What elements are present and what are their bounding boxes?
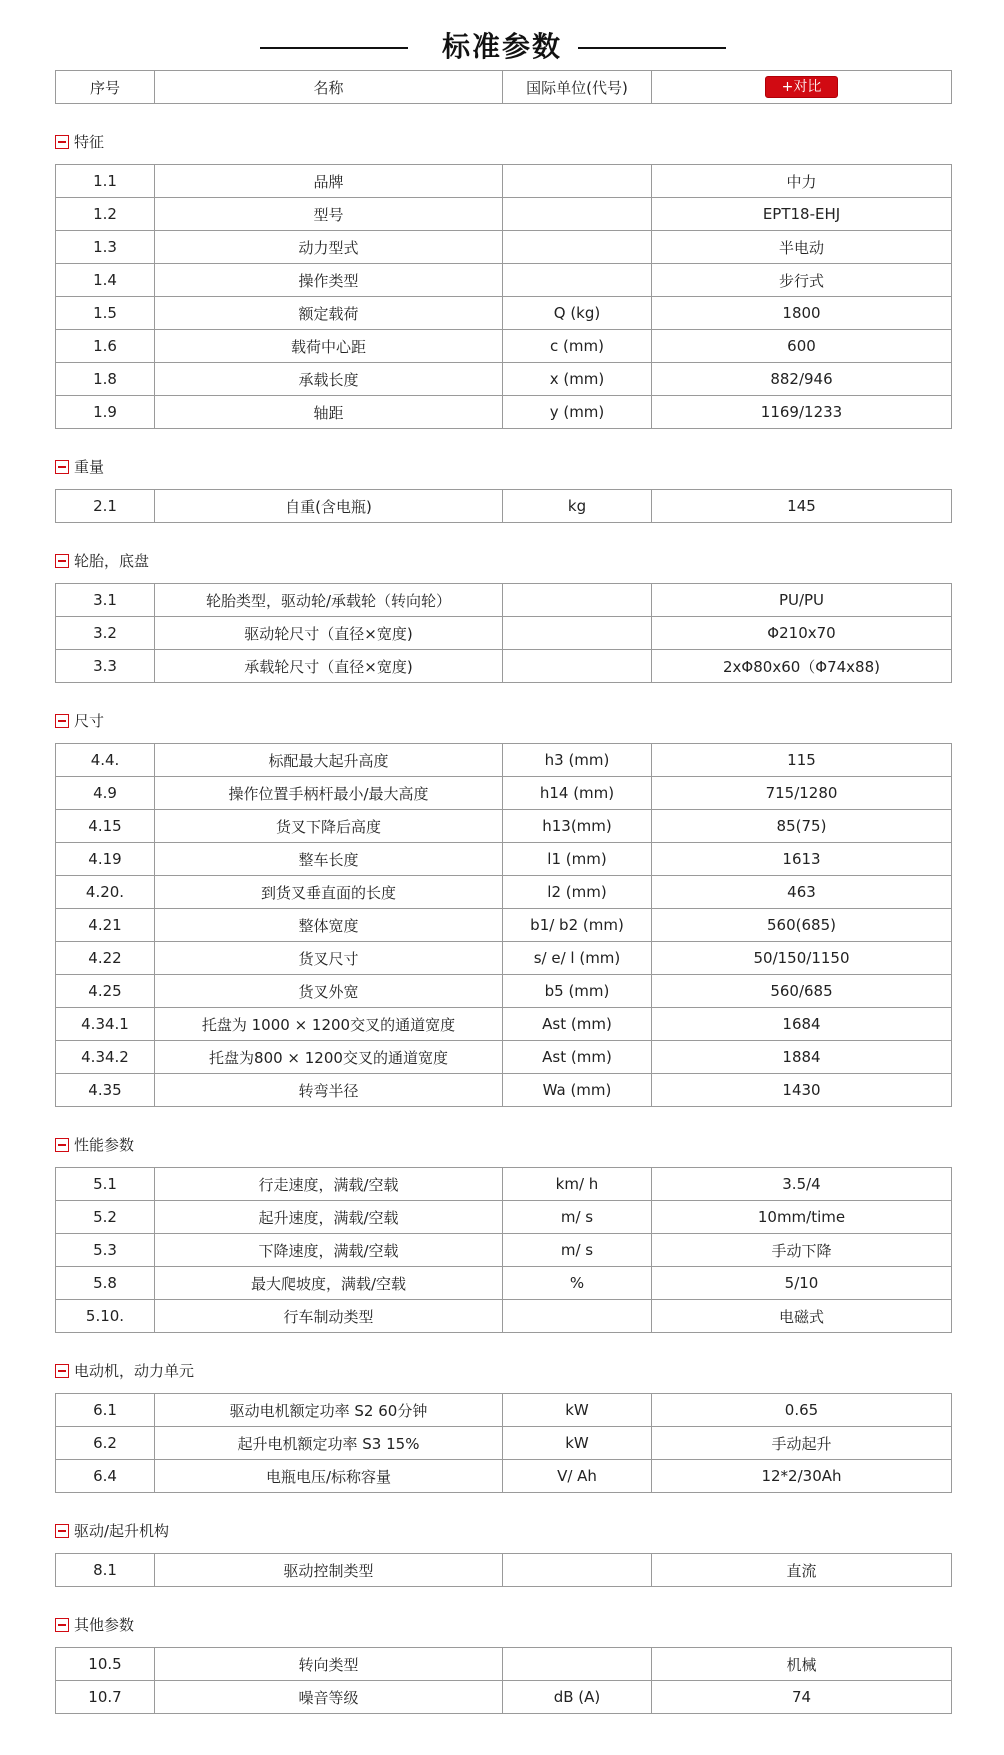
row-value: 1169/1233	[652, 396, 952, 429]
table-row	[56, 1234, 952, 1267]
page-title-area	[0, 22, 1004, 72]
table-row	[56, 1681, 952, 1714]
section-header	[55, 429, 951, 489]
row-value: 半电动	[652, 231, 952, 264]
section-header	[55, 1587, 951, 1647]
row-index: 1.4	[56, 264, 155, 297]
row-index: 4.34.2	[56, 1041, 155, 1074]
table-row	[56, 297, 952, 330]
header-index: 序号	[56, 71, 155, 104]
table-row	[56, 490, 952, 523]
spec-table	[55, 1553, 952, 1587]
spec-table	[55, 1647, 952, 1714]
row-value: 1430	[652, 1074, 952, 1107]
table-row	[56, 1648, 952, 1681]
row-index: 1.3	[56, 231, 155, 264]
row-unit: b1/ b2 (mm)	[503, 909, 652, 942]
row-name: 标配最大起升高度	[155, 744, 503, 777]
spec-table	[55, 489, 952, 523]
table-row	[56, 909, 952, 942]
row-name: 噪音等级	[155, 1681, 503, 1714]
table-row	[56, 1201, 952, 1234]
row-value: 手动下降	[652, 1234, 952, 1267]
row-index: 1.1	[56, 165, 155, 198]
row-value: 463	[652, 876, 952, 909]
row-value: 中力	[652, 165, 952, 198]
row-value: EPT18-EHJ	[652, 198, 952, 231]
section-header	[55, 683, 951, 743]
row-name: 货叉下降后高度	[155, 810, 503, 843]
row-value: 直流	[652, 1554, 952, 1587]
row-unit: %	[503, 1267, 652, 1300]
row-index: 4.22	[56, 942, 155, 975]
row-name: 电瓶电压/标称容量	[155, 1460, 503, 1493]
page-title: 标准参数	[441, 30, 562, 63]
section-title: 尺寸	[74, 712, 105, 730]
row-index: 4.34.1	[56, 1008, 155, 1041]
row-value: 1613	[652, 843, 952, 876]
table-row	[56, 165, 952, 198]
row-value: Φ210x70	[652, 617, 952, 650]
row-unit: kg	[503, 490, 652, 523]
section-title: 电动机，动力单元	[74, 1362, 195, 1380]
row-unit	[503, 584, 652, 617]
collapse-minus-icon[interactable]	[55, 1138, 69, 1152]
row-name: 承载轮尺寸（直径×宽度)	[155, 650, 503, 683]
row-name: 起升电机额定功率 S3 15%	[155, 1427, 503, 1460]
row-value: 3.5/4	[652, 1168, 952, 1201]
row-index: 4.4.	[56, 744, 155, 777]
table-row	[56, 264, 952, 297]
row-name: 载荷中心距	[155, 330, 503, 363]
row-name: 货叉尺寸	[155, 942, 503, 975]
row-value: 50/150/1150	[652, 942, 952, 975]
row-value: 115	[652, 744, 952, 777]
row-index: 3.3	[56, 650, 155, 683]
section-title: 轮胎，底盘	[74, 552, 150, 570]
row-name: 承载长度	[155, 363, 503, 396]
section-title: 性能参数	[74, 1136, 135, 1154]
table-row	[56, 330, 952, 363]
row-index: 10.7	[56, 1681, 155, 1714]
collapse-minus-icon[interactable]	[55, 460, 69, 474]
table-row	[56, 777, 952, 810]
table-row	[56, 1168, 952, 1201]
table-row	[56, 810, 952, 843]
row-index: 1.9	[56, 396, 155, 429]
row-unit: km/ h	[503, 1168, 652, 1201]
row-index: 6.4	[56, 1460, 155, 1493]
row-index: 1.8	[56, 363, 155, 396]
row-unit: c (mm)	[503, 330, 652, 363]
row-value: 600	[652, 330, 952, 363]
row-name: 驱动轮尺寸（直径×宽度)	[155, 617, 503, 650]
table-row	[56, 198, 952, 231]
row-value: 1884	[652, 1041, 952, 1074]
row-value: 0.65	[652, 1394, 952, 1427]
collapse-minus-icon[interactable]	[55, 714, 69, 728]
row-index: 5.1	[56, 1168, 155, 1201]
table-row	[56, 363, 952, 396]
row-unit: y (mm)	[503, 396, 652, 429]
collapse-minus-icon[interactable]	[55, 1618, 69, 1632]
row-unit: h14 (mm)	[503, 777, 652, 810]
row-unit	[503, 1554, 652, 1587]
row-value: 步行式	[652, 264, 952, 297]
row-value: 882/946	[652, 363, 952, 396]
row-unit: h13(mm)	[503, 810, 652, 843]
row-index: 4.15	[56, 810, 155, 843]
row-name: 轴距	[155, 396, 503, 429]
table-row	[56, 1460, 952, 1493]
row-unit	[503, 165, 652, 198]
row-name: 驱动电机额定功率 S2 60分钟	[155, 1394, 503, 1427]
row-value: 2xΦ80x60（Φ74x88)	[652, 650, 952, 683]
row-unit: s/ e/ l (mm)	[503, 942, 652, 975]
row-value: 1800	[652, 297, 952, 330]
row-unit	[503, 650, 652, 683]
row-value: 560(685)	[652, 909, 952, 942]
compare-button[interactable]: +对比	[765, 76, 839, 98]
table-row	[56, 650, 952, 683]
row-index: 1.2	[56, 198, 155, 231]
row-name: 动力型式	[155, 231, 503, 264]
table-row	[56, 1008, 952, 1041]
spec-table	[55, 1393, 952, 1493]
collapse-minus-icon[interactable]	[55, 1364, 69, 1378]
section-header	[55, 104, 951, 164]
row-unit: Ast (mm)	[503, 1008, 652, 1041]
row-unit	[503, 264, 652, 297]
section-header	[55, 1107, 951, 1167]
table-row	[56, 396, 952, 429]
row-index: 4.35	[56, 1074, 155, 1107]
row-value: 145	[652, 490, 952, 523]
row-index: 10.5	[56, 1648, 155, 1681]
title-rule-right	[578, 47, 726, 49]
row-name: 整体宽度	[155, 909, 503, 942]
row-index: 4.19	[56, 843, 155, 876]
row-unit: dB (A)	[503, 1681, 652, 1714]
row-index: 1.6	[56, 330, 155, 363]
row-unit: kW	[503, 1394, 652, 1427]
row-index: 4.20.	[56, 876, 155, 909]
spec-table	[55, 583, 952, 683]
table-row	[56, 1394, 952, 1427]
row-name: 轮胎类型，驱动轮/承载轮（转向轮）	[155, 584, 503, 617]
row-value: PU/PU	[652, 584, 952, 617]
table-row	[56, 1267, 952, 1300]
row-value: 手动起升	[652, 1427, 952, 1460]
row-index: 5.8	[56, 1267, 155, 1300]
table-row	[56, 1074, 952, 1107]
row-name: 最大爬坡度，满载/空载	[155, 1267, 503, 1300]
row-name: 下降速度，满载/空载	[155, 1234, 503, 1267]
row-unit: m/ s	[503, 1201, 652, 1234]
row-unit: Q (kg)	[503, 297, 652, 330]
row-value: 10mm/time	[652, 1201, 952, 1234]
row-name: 额定载荷	[155, 297, 503, 330]
row-unit	[503, 617, 652, 650]
spec-table	[55, 164, 952, 429]
collapse-minus-icon[interactable]	[55, 1524, 69, 1538]
row-index: 4.25	[56, 975, 155, 1008]
row-index: 6.2	[56, 1427, 155, 1460]
table-row	[56, 231, 952, 264]
table-row	[56, 1300, 952, 1333]
row-value: 85(75)	[652, 810, 952, 843]
spec-table	[55, 1167, 952, 1333]
row-name: 货叉外宽	[155, 975, 503, 1008]
row-value: 1684	[652, 1008, 952, 1041]
row-value: 5/10	[652, 1267, 952, 1300]
header-compare-cell	[652, 71, 952, 104]
row-unit: Wa (mm)	[503, 1074, 652, 1107]
row-index: 5.3	[56, 1234, 155, 1267]
row-name: 托盘为 1000 × 1200交叉的通道宽度	[155, 1008, 503, 1041]
header-unit: 国际单位(代号)	[503, 71, 652, 104]
row-index: 3.2	[56, 617, 155, 650]
row-unit: b5 (mm)	[503, 975, 652, 1008]
row-value: 电磁式	[652, 1300, 952, 1333]
table-row	[56, 617, 952, 650]
section-title: 其他参数	[74, 1616, 135, 1634]
row-unit	[503, 1300, 652, 1333]
row-name: 操作类型	[155, 264, 503, 297]
row-unit: x (mm)	[503, 363, 652, 396]
row-unit: l2 (mm)	[503, 876, 652, 909]
collapse-minus-icon[interactable]	[55, 554, 69, 568]
table-row	[56, 975, 952, 1008]
row-unit: h3 (mm)	[503, 744, 652, 777]
sections-container	[55, 104, 951, 1714]
row-name: 起升速度，满载/空载	[155, 1201, 503, 1234]
row-name: 行车制动类型	[155, 1300, 503, 1333]
row-name: 到货叉垂直面的长度	[155, 876, 503, 909]
row-index: 6.1	[56, 1394, 155, 1427]
row-index: 5.2	[56, 1201, 155, 1234]
row-name: 品牌	[155, 165, 503, 198]
section-title: 特征	[74, 133, 105, 151]
row-index: 5.10.	[56, 1300, 155, 1333]
header-table	[55, 70, 952, 104]
row-name: 转向类型	[155, 1648, 503, 1681]
table-row	[56, 1554, 952, 1587]
row-name: 托盘为800 × 1200交叉的通道宽度	[155, 1041, 503, 1074]
row-name: 自重(含电瓶)	[155, 490, 503, 523]
header-row	[56, 71, 952, 104]
row-index: 3.1	[56, 584, 155, 617]
row-value: 560/685	[652, 975, 952, 1008]
spec-table	[55, 743, 952, 1107]
row-index: 2.1	[56, 490, 155, 523]
row-value: 74	[652, 1681, 952, 1714]
section-title: 驱动/起升机构	[74, 1522, 170, 1540]
section-title: 重量	[74, 458, 105, 476]
row-index: 8.1	[56, 1554, 155, 1587]
table-row	[56, 843, 952, 876]
section-header	[55, 1493, 951, 1553]
row-value: 715/1280	[652, 777, 952, 810]
table-row	[56, 876, 952, 909]
section-header	[55, 523, 951, 583]
row-unit	[503, 231, 652, 264]
table-row	[56, 584, 952, 617]
section-header	[55, 1333, 951, 1393]
row-index: 4.9	[56, 777, 155, 810]
table-row	[56, 1427, 952, 1460]
row-name: 型号	[155, 198, 503, 231]
row-name: 转弯半径	[155, 1074, 503, 1107]
row-index: 1.5	[56, 297, 155, 330]
spec-content	[55, 70, 951, 1714]
table-row	[56, 942, 952, 975]
row-value: 机械	[652, 1648, 952, 1681]
row-name: 整车长度	[155, 843, 503, 876]
table-row	[56, 1041, 952, 1074]
row-name: 驱动控制类型	[155, 1554, 503, 1587]
collapse-minus-icon[interactable]	[55, 135, 69, 149]
row-unit	[503, 198, 652, 231]
row-unit: Ast (mm)	[503, 1041, 652, 1074]
row-name: 操作位置手柄杆最小/最大高度	[155, 777, 503, 810]
row-unit: V/ Ah	[503, 1460, 652, 1493]
row-name: 行走速度，满载/空载	[155, 1168, 503, 1201]
row-value: 12*2/30Ah	[652, 1460, 952, 1493]
row-unit: kW	[503, 1427, 652, 1460]
header-name: 名称	[155, 71, 503, 104]
row-unit: m/ s	[503, 1234, 652, 1267]
row-unit	[503, 1648, 652, 1681]
row-unit: l1 (mm)	[503, 843, 652, 876]
row-index: 4.21	[56, 909, 155, 942]
table-row	[56, 744, 952, 777]
